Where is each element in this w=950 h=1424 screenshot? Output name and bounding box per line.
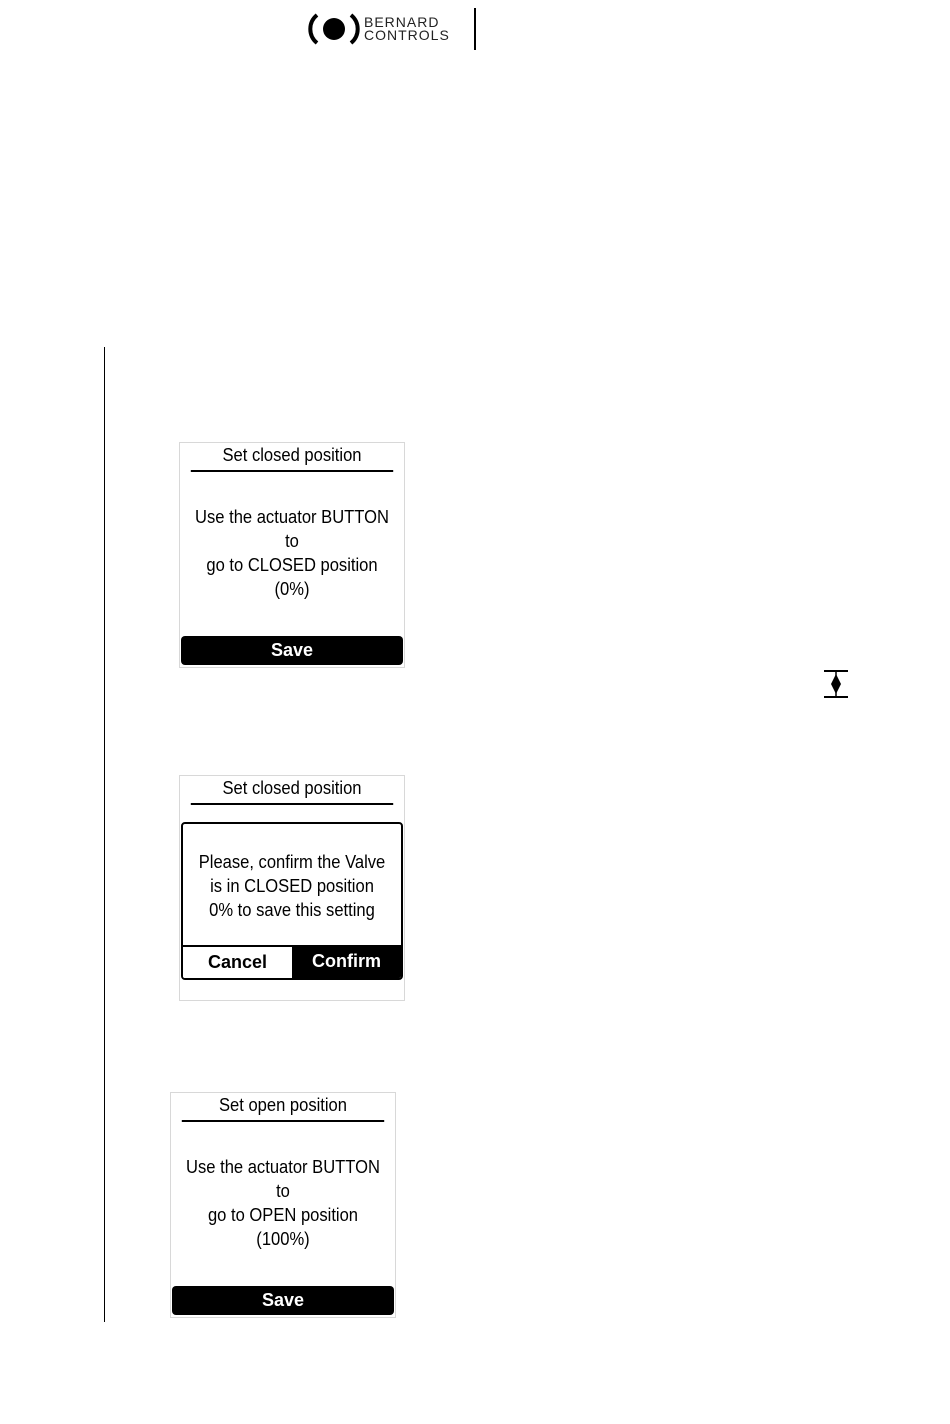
dialog-message bbox=[192, 850, 393, 922]
message-line: Use the actuator BUTTON to bbox=[195, 507, 389, 551]
bernard-controls-logo-icon bbox=[308, 12, 360, 46]
message-line: go to OPEN position (100%) bbox=[207, 1205, 359, 1249]
save-button[interactable]: Save bbox=[181, 636, 403, 665]
logo-line-2: CONTROLS bbox=[364, 27, 450, 43]
screen-set-closed-position bbox=[179, 442, 405, 668]
screen-title: Set closed position bbox=[191, 776, 393, 805]
logo-line-1: BERNARD bbox=[364, 14, 440, 30]
margin-rule bbox=[104, 347, 105, 1322]
screen-set-open-position bbox=[170, 1092, 396, 1318]
closed-position-icon bbox=[823, 669, 849, 699]
bernard-controls-logo bbox=[308, 10, 478, 50]
header-divider bbox=[474, 8, 476, 50]
screen-message bbox=[191, 505, 393, 601]
message-line: Use the actuator BUTTON to bbox=[186, 1157, 380, 1201]
dialog-line: 0% to save this setting bbox=[209, 900, 375, 920]
screen-message bbox=[182, 1155, 384, 1251]
dialog-buttons bbox=[183, 945, 401, 978]
dialog-line: is in CLOSED position bbox=[210, 876, 374, 896]
confirm-dialog bbox=[181, 822, 403, 980]
message-line: go to CLOSED position (0%) bbox=[206, 555, 378, 599]
save-button[interactable]: Save bbox=[172, 1286, 394, 1315]
screen-title: Set open position bbox=[182, 1093, 384, 1122]
logo-wordmark bbox=[364, 16, 464, 42]
confirm-button[interactable]: Confirm bbox=[292, 945, 401, 978]
cancel-button[interactable]: Cancel bbox=[183, 945, 292, 978]
screen-title: Set closed position bbox=[191, 443, 393, 472]
screen-confirm-closed-position bbox=[179, 775, 405, 1001]
dialog-line: Please, confirm the Valve bbox=[198, 852, 386, 872]
